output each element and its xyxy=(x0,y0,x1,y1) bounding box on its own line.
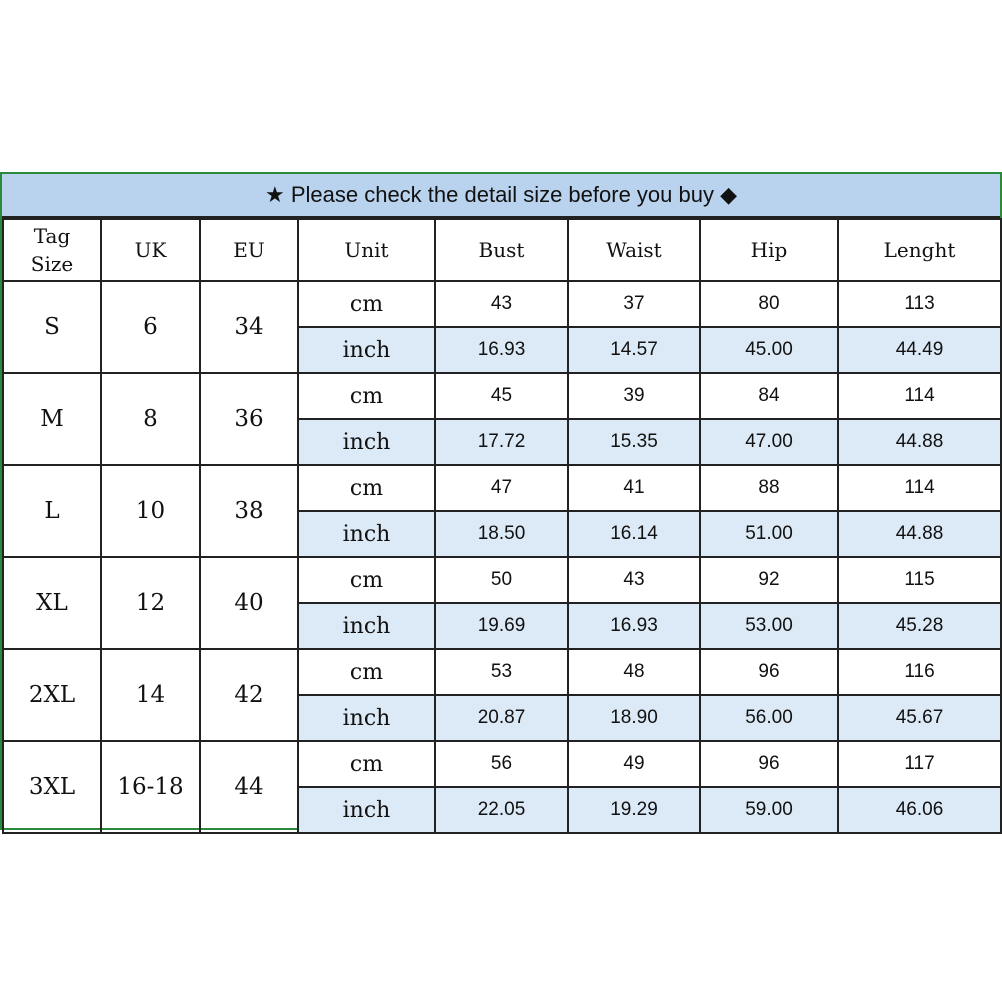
hip-cm-cell: 96 xyxy=(700,649,838,695)
length-cm-cell: 114 xyxy=(838,373,1001,419)
bust-cm-cell: 56 xyxy=(435,741,568,787)
eu-size-cell: 44 xyxy=(200,741,298,833)
uk-size-cell: 6 xyxy=(101,281,200,373)
unit-cm-cell: cm xyxy=(298,557,435,603)
header-hip: Hip xyxy=(700,219,838,281)
bust-inch-cell: 17.72 xyxy=(435,419,568,465)
length-cm-cell: 115 xyxy=(838,557,1001,603)
eu-size-cell: 36 xyxy=(200,373,298,465)
size-table xyxy=(2,218,1002,834)
tag-size-cell: 3XL xyxy=(3,741,101,833)
header-waist: Waist xyxy=(568,219,700,281)
uk-size-cell: 8 xyxy=(101,373,200,465)
eu-size-cell: 40 xyxy=(200,557,298,649)
waist-inch-cell: 15.35 xyxy=(568,419,700,465)
waist-cm-cell: 43 xyxy=(568,557,700,603)
waist-cm-cell: 49 xyxy=(568,741,700,787)
length-inch-cell: 45.67 xyxy=(838,695,1001,741)
length-cm-cell: 113 xyxy=(838,281,1001,327)
waist-cm-cell: 41 xyxy=(568,465,700,511)
eu-size-cell: 38 xyxy=(200,465,298,557)
size-table-body xyxy=(3,281,1001,833)
hip-cm-cell: 84 xyxy=(700,373,838,419)
waist-inch-cell: 19.29 xyxy=(568,787,700,833)
hip-inch-cell: 53.00 xyxy=(700,603,838,649)
waist-inch-cell: 16.93 xyxy=(568,603,700,649)
waist-cm-cell: 48 xyxy=(568,649,700,695)
length-cm-cell: 116 xyxy=(838,649,1001,695)
uk-size-cell: 10 xyxy=(101,465,200,557)
hip-inch-cell: 45.00 xyxy=(700,327,838,373)
size-chart-banner xyxy=(2,174,1000,218)
tag-size-cell: 2XL xyxy=(3,649,101,741)
bust-inch-cell: 16.93 xyxy=(435,327,568,373)
length-inch-cell: 44.88 xyxy=(838,419,1001,465)
table-row xyxy=(3,741,1001,787)
waist-inch-cell: 16.14 xyxy=(568,511,700,557)
bust-cm-cell: 45 xyxy=(435,373,568,419)
bust-inch-cell: 20.87 xyxy=(435,695,568,741)
tag-size-cell: L xyxy=(3,465,101,557)
unit-cm-cell: cm xyxy=(298,741,435,787)
length-inch-cell: 45.28 xyxy=(838,603,1001,649)
bust-cm-cell: 53 xyxy=(435,649,568,695)
header-uk: UK xyxy=(101,219,200,281)
tag-size-cell: S xyxy=(3,281,101,373)
bust-cm-cell: 43 xyxy=(435,281,568,327)
table-row xyxy=(3,465,1001,511)
eu-size-cell: 34 xyxy=(200,281,298,373)
header-unit: Unit xyxy=(298,219,435,281)
table-row xyxy=(3,281,1001,327)
table-row xyxy=(3,557,1001,603)
bust-cm-cell: 50 xyxy=(435,557,568,603)
hip-cm-cell: 96 xyxy=(700,741,838,787)
table-row xyxy=(3,373,1001,419)
tag-size-cell: XL xyxy=(3,557,101,649)
banner-text: Please check the detail size before you buy xyxy=(290,182,714,207)
header-eu: EU xyxy=(200,219,298,281)
hip-cm-cell: 80 xyxy=(700,281,838,327)
bust-inch-cell: 19.69 xyxy=(435,603,568,649)
bust-inch-cell: 22.05 xyxy=(435,787,568,833)
size-chart xyxy=(0,172,1002,830)
header-tag-size: Tag Size xyxy=(3,219,101,281)
unit-cm-cell: cm xyxy=(298,373,435,419)
diamond-icon: ◆ xyxy=(720,182,738,207)
hip-cm-cell: 88 xyxy=(700,465,838,511)
star-icon: ★ xyxy=(264,182,285,207)
table-row xyxy=(3,649,1001,695)
unit-inch-cell: inch xyxy=(298,603,435,649)
length-inch-cell: 46.06 xyxy=(838,787,1001,833)
unit-inch-cell: inch xyxy=(298,511,435,557)
header-bust: Bust xyxy=(435,219,568,281)
unit-inch-cell: inch xyxy=(298,327,435,373)
length-inch-cell: 44.49 xyxy=(838,327,1001,373)
unit-inch-cell: inch xyxy=(298,419,435,465)
unit-inch-cell: inch xyxy=(298,787,435,833)
header-length: Lenght xyxy=(838,219,1001,281)
length-cm-cell: 114 xyxy=(838,465,1001,511)
hip-inch-cell: 59.00 xyxy=(700,787,838,833)
tag-size-cell: M xyxy=(3,373,101,465)
unit-cm-cell: cm xyxy=(298,649,435,695)
bust-inch-cell: 18.50 xyxy=(435,511,568,557)
unit-cm-cell: cm xyxy=(298,281,435,327)
waist-inch-cell: 14.57 xyxy=(568,327,700,373)
unit-inch-cell: inch xyxy=(298,695,435,741)
hip-inch-cell: 56.00 xyxy=(700,695,838,741)
table-header-row xyxy=(3,219,1001,281)
waist-inch-cell: 18.90 xyxy=(568,695,700,741)
unit-cm-cell: cm xyxy=(298,465,435,511)
hip-inch-cell: 47.00 xyxy=(700,419,838,465)
uk-size-cell: 12 xyxy=(101,557,200,649)
waist-cm-cell: 37 xyxy=(568,281,700,327)
uk-size-cell: 14 xyxy=(101,649,200,741)
uk-size-cell: 16-18 xyxy=(101,741,200,833)
bust-cm-cell: 47 xyxy=(435,465,568,511)
length-cm-cell: 117 xyxy=(838,741,1001,787)
length-inch-cell: 44.88 xyxy=(838,511,1001,557)
hip-cm-cell: 92 xyxy=(700,557,838,603)
eu-size-cell: 42 xyxy=(200,649,298,741)
hip-inch-cell: 51.00 xyxy=(700,511,838,557)
waist-cm-cell: 39 xyxy=(568,373,700,419)
